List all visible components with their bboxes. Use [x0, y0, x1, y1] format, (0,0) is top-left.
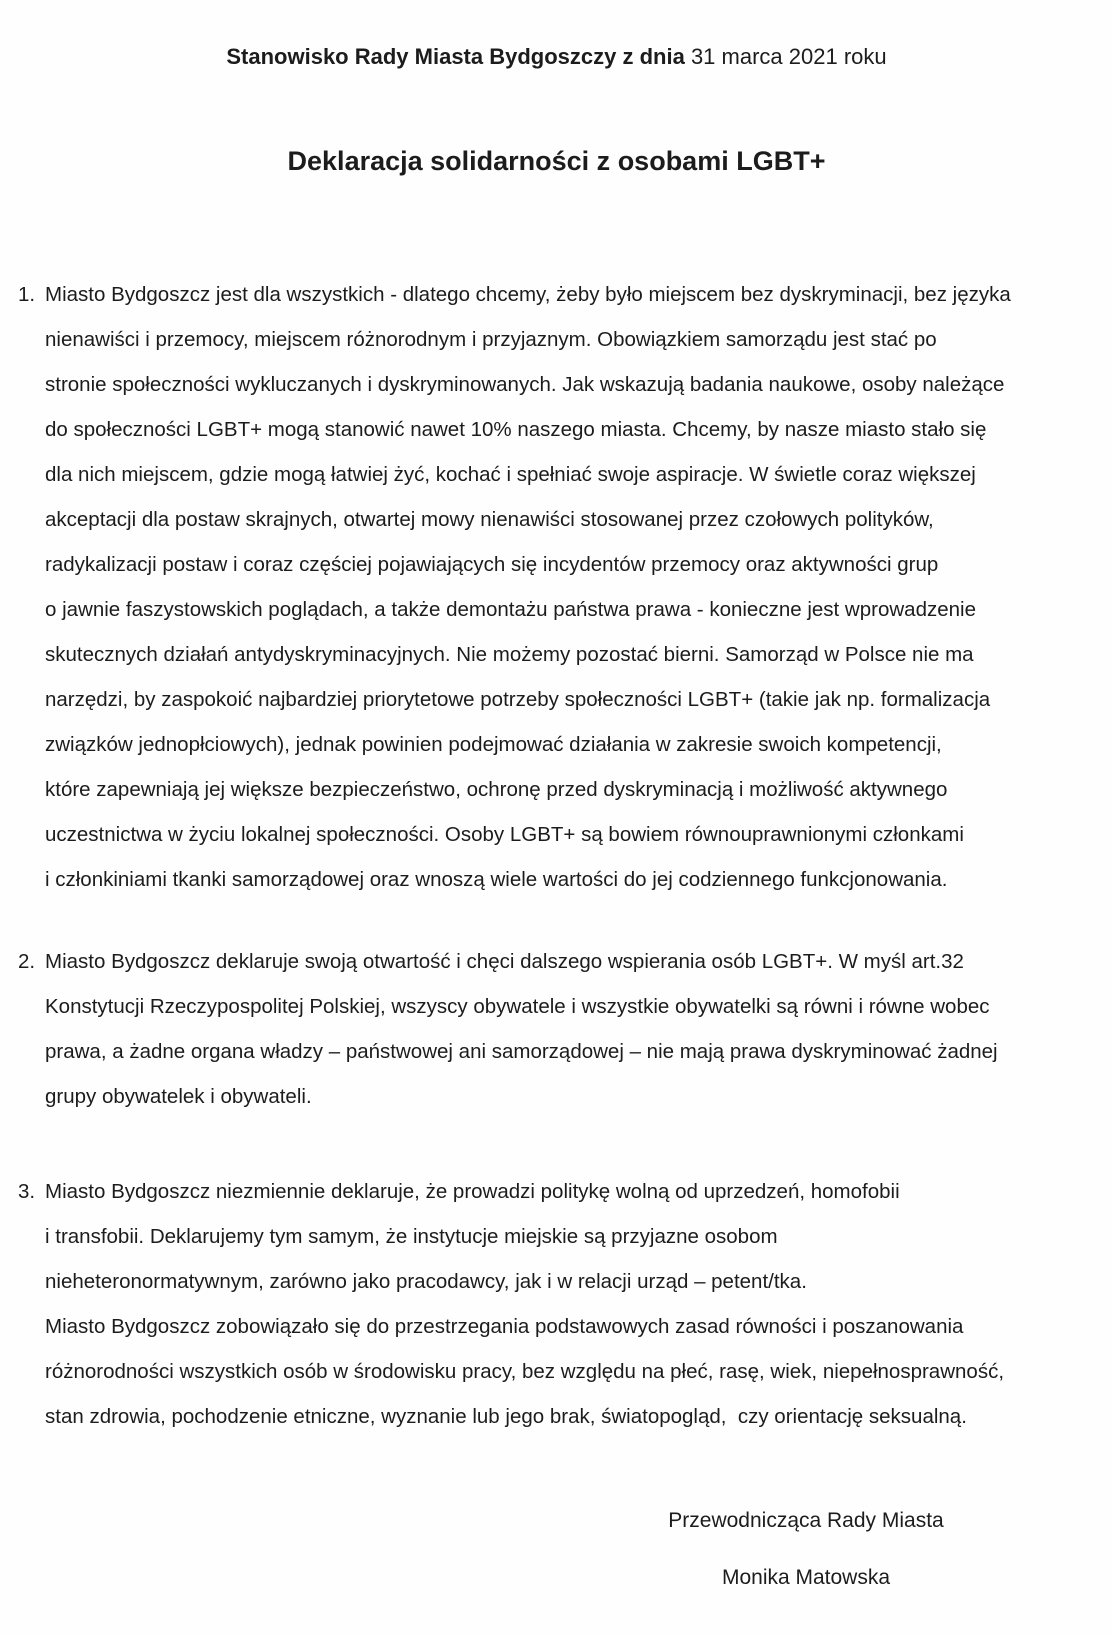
paragraph-number: 1. [18, 283, 36, 306]
document-title: Deklaracja solidarności z osobami LGBT+ [287, 146, 826, 176]
paragraph-3 [18, 1169, 1099, 1439]
paragraph-line: dla nich miejscem, gdzie mogą łatwiej żyć, kochać i spełniać swoje aspiracje. W świetle coraz większej [45, 463, 976, 486]
paragraph-line: i transfobii. Deklarujemy tym samym, że instytucje miejskie są przyjazne osobom [45, 1225, 778, 1248]
paragraph-line: narzędzi, by zaspokoić najbardziej priorytetowe potrzeby społeczności LGBT+ (takie jak np. formalizacja [45, 688, 991, 711]
paragraph-line: uczestnictwa w życiu lokalnej społeczności. Osoby LGBT+ są bowiem równouprawnionymi członkami [45, 823, 964, 846]
signature-role: Przewodnicząca Rady Miasta [668, 1509, 944, 1532]
header-standpoint-label: Stanowisko Rady Miasta Bydgoszczy z dnia [226, 44, 685, 69]
paragraph-line: skutecznych działań antydyskryminacyjnych. Nie możemy pozostać bierni. Samorząd w Polsce nie ma [45, 643, 974, 666]
paragraph-lines [45, 939, 1099, 1119]
paragraph-line: które zapewniają jej większe bezpieczeństwo, ochronę przed dyskryminacją i możliwość aktywnego [45, 778, 948, 801]
signature-block [668, 1498, 943, 1600]
paragraph-line: radykalizacji postaw i coraz częściej pojawiających się incydentów przemocy oraz aktywności grup [45, 553, 939, 576]
paragraph-line: nieheteronormatywnym, zarówno jako pracodawcy, jak i w relacji urząd – petent/tka. [45, 1270, 807, 1293]
paragraph-line: stronie społeczności wykluczanych i dyskryminowanych. Jak wskazują badania naukowe, osoby należące [45, 373, 1005, 396]
paragraph-1 [18, 272, 1099, 902]
paragraph-line: Miasto Bydgoszcz jest dla wszystkich - dlatego chcemy, żeby było miejscem bez dyskryminacji, bez języka [45, 283, 1011, 306]
header-date: 31 marca 2021 roku [684, 44, 887, 69]
paragraph-line: różnorodności wszystkich osób w środowisku pracy, bez względu na płeć, rasę, wiek, niepełnosprawność, [45, 1360, 1005, 1383]
signature-name: Monika Matowska [721, 1566, 891, 1589]
paragraph-line: akceptacji dla postaw skrajnych, otwartej mowy nienawiści stosowanej przez czołowych polityków, [45, 508, 934, 531]
paragraph-lines [45, 1169, 1099, 1439]
paragraph-line: Miasto Bydgoszcz niezmiennie deklaruje, że prowadzi politykę wolną od uprzedzeń, homofobii [45, 1180, 900, 1203]
paragraph-line: Miasto Bydgoszcz zobowiązało się do przestrzegania podstawowych zasad równości i poszanowania [45, 1315, 964, 1338]
paragraph-line: do społeczności LGBT+ mogą stanowić nawet 10% naszego miasta. Chcemy, by nasze miasto stało się [45, 418, 987, 441]
paragraph-line: i członkiniami tkanki samorządowej oraz wnoszą wiele wartości do jej codziennego funkcjonowania. [45, 868, 948, 891]
paragraph-line: Miasto Bydgoszcz deklaruje swoją otwartość i chęci dalszego wspierania osób LGBT+. W myśl art.32 [45, 950, 964, 973]
paragraph-line: nienawiści i przemocy, miejscem różnorodnym i przyjaznym. Obowiązkiem samorządu jest stać po [45, 328, 937, 351]
paragraph-line: o jawnie faszystowskich poglądach, a także demontażu państwa prawa - konieczne jest wprowadzenie [45, 598, 976, 621]
paragraph-lines [45, 272, 1099, 902]
paragraph-number: 2. [18, 950, 36, 973]
paragraph-line: stan zdrowia, pochodzenie etniczne, wyznanie lub jego brak, światopogląd, czy orientację seksualną. [45, 1405, 967, 1428]
paragraph-line: prawa, a żadne organa władzy – państwowej ani samorządowej – nie mają prawa dyskryminować żadnej [45, 1040, 998, 1063]
paragraph-number: 3. [18, 1180, 36, 1203]
paragraph-line: grupy obywatelek i obywateli. [45, 1085, 312, 1108]
paragraph-line: związków jednopłciowych), jednak powinien podejmować działania w zakresie swoich kompetencji, [45, 733, 942, 756]
paragraph-2 [18, 939, 1099, 1119]
paragraph-line: Konstytucji Rzeczypospolitej Polskiej, wszyscy obywatele i wszystkie obywatelki są równi i równe wobec [45, 995, 990, 1018]
